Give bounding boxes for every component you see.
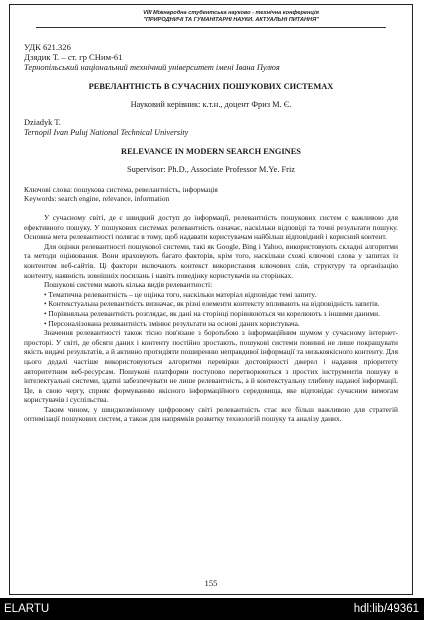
paragraph-noise: Значення релевантності також тісно пов'язане з боротьбою з інформаційним шумом у сучасному інтернет-просторі. У світі, де обсяги даних і контенту постійно зростають, пошукові системи повинні не лише покращувати якість видачі результатів, а й активно протидіяти поширенню неправдивої інформації та низькоякісного контенту. Для цього дедалі частіше використовуються алгоритми перевірки достовірності джерел і надання пріоритету авторитетним веб-ресурсам. Пошукові платформи поступово перетворюються з простих інструментів пошуку в інтелектуальні системи, здатні забезпечувати не лише релевантність, а й контекстуальну глибину наданої інформації. Це, в свою чергу, сприяє формуванню якісного інформаційного середовища, яке відповідає сучасним вимогам користувачів і суспільства.	[24, 328, 398, 405]
bullet-personalized: • Персоналізована релевантність змінює результати на основі даних користувача.	[44, 318, 300, 328]
conference-header	[12, 10, 410, 24]
bullet-comparative: • Порівняльна релевантність розглядає, як дані на сторінці порівнюються чи корелюють з іншими даними.	[44, 308, 380, 318]
bullet-thematic: • Тематична релевантність – це оцінка того, наскільки матеріал відповідає темі запиту.	[44, 289, 317, 299]
udk-code: УДК 621.326	[24, 42, 71, 52]
author-english: Dziadyk T.	[24, 118, 61, 127]
keywords-english: Keywords: search engine, relevance, information	[24, 194, 170, 203]
page-number: 155	[204, 578, 218, 588]
article-body	[24, 213, 398, 424]
paragraph-evaluation: Для оцінки релевантності пошукової системи, такі як Google, Bing і Yahoo, використовують складні алгоритми та методи оцінювання. Вони враховують багато факторів, крім того, наскільки схожі ключові слова у запитах із контентом веб-сайтів. Ці фактори включають контекст використання ключових слів, структуру та організацію контенту, наявність зовнішніх посилань і навіть поведінку користувачів на сторінках.	[24, 241, 398, 280]
university-ukrainian: Тернопільський національний технічний університет імені Івана Пулюя	[24, 63, 280, 72]
title-english: RELEVANCE IN MODERN SEARCH ENGINES	[121, 147, 301, 156]
supervisor-english: Supervisor: Ph.D., Associate Professor M.Ye. Friz	[126, 165, 296, 174]
paragraph-types: Пошукові системи мають кілька видів релевантності:	[44, 280, 213, 290]
paragraph-intro: У сучасному світі, де є швидкий доступ до інформації, релевантність пошукових систем є важливою для ефективного пошуку. У пошукових системах релевантність означає, наскільки відповіді та точні результати пошуку. Основна мета релевантності полягає в тому, щоб надавати користувачам найбільш відповідний і корисний контент.	[24, 213, 398, 242]
university-english: Ternopil Ivan Puluj National Technical University	[24, 128, 189, 137]
bullet-contextual: • Контекстуальна релевантність визначає, як різні елементи контексту впливають на відповідність запитів.	[44, 299, 380, 309]
author-ukrainian: Дзядик Т. – ст. гр СНим-61	[24, 52, 123, 62]
repository-name: ELARTU	[4, 603, 50, 615]
title-ukrainian: РЕВЕЛАНТНІСТЬ В СУЧАСНИХ ПОШУКОВИХ СИСТЕМАХ	[88, 82, 334, 91]
article-content	[24, 42, 398, 424]
keywords-ukrainian: Ключові слова: пошукова система, ревелантність, інформація	[24, 185, 218, 194]
supervisor-ukrainian: Науковий керівник: к.т.н., доцент Фриз М. Є.	[130, 100, 292, 109]
paragraph-conclusion: Таким чином, у швидкозмінному цифровому світі релевантність стає все більш важливою для стратегій оптимізації пошукових систем, а також для напрямків розвитку технологій пошуку та аналізу даних.	[24, 404, 398, 424]
repository-footer	[0, 598, 424, 620]
conference-line-1: VIII Міжнародна студентська науково - технічна конференція	[143, 10, 319, 16]
document-page	[12, 6, 410, 592]
conference-line-2: "ПРИРОДНИЧІ ТА ГУМАНІТАРНІ НАУКИ. АКТУАЛЬНІ ПИТАННЯ"	[143, 17, 319, 23]
handle-id: hdl:lib/49361	[353, 603, 419, 615]
header-rule	[36, 27, 386, 28]
